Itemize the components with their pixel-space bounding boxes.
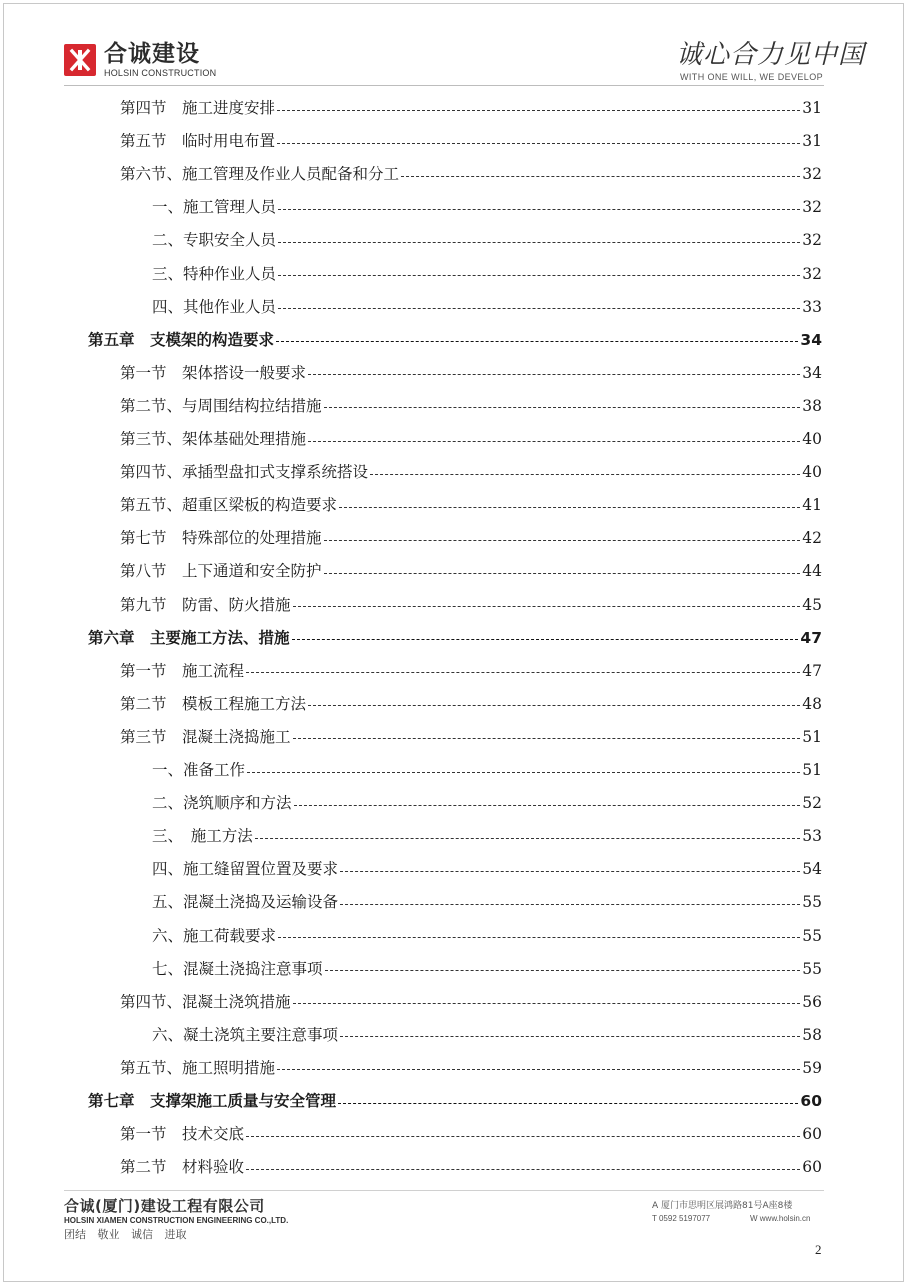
footer-address: A 厦门市思明区展鸿路81号A座8楼 (652, 1201, 793, 1211)
toc-leader (324, 540, 801, 541)
toc-entry-label: 第七章 支撑架施工质量与安全管理 (88, 1092, 337, 1110)
toc-leader (325, 970, 801, 971)
toc-entry-page: 32 (802, 165, 822, 184)
toc-entry-label: 四、施工缝留置位置及要求 (152, 860, 339, 879)
toc-leader (292, 639, 799, 640)
toc-entry-label: 第一节 技术交底 (120, 1125, 245, 1144)
toc-entry-page: 55 (802, 926, 822, 945)
toc-entry-label: 六、凝土浇筑主要注意事项 (152, 1025, 339, 1044)
toc-entry (120, 1057, 822, 1079)
footer-phone: T 0592 5197077 (652, 1214, 711, 1223)
footer-divider (64, 1190, 824, 1191)
toc-entry-page: 53 (802, 827, 822, 846)
toc-entry-label: 四、其他作业人员 (152, 297, 277, 316)
footer-motto: 团结 敬业 诚信 进取 (64, 1228, 187, 1241)
toc-entry-label: 第五节、超重区梁板的构造要求 (120, 496, 338, 515)
toc-entry (120, 660, 822, 682)
toc-entry-page: 40 (802, 463, 822, 482)
toc-entry-page: 47 (802, 661, 822, 680)
toc-entry-page: 31 (802, 132, 822, 151)
toc-entry-label: 一、准备工作 (152, 761, 246, 779)
toc-entry-page: 58 (802, 1025, 822, 1044)
toc-entry-page: 33 (802, 297, 822, 316)
toc-entry-label: 第六章 主要施工方法、措施 (88, 628, 290, 647)
toc-leader (278, 209, 800, 210)
toc-entry-label: 第九节 防雷、防火措施 (120, 595, 291, 614)
toc-entry (120, 560, 822, 582)
toc-leader (277, 1069, 800, 1070)
toc-leader (340, 904, 800, 905)
toc-entry-label: 第四节 施工进度安排 (120, 99, 276, 117)
toc-entry (88, 329, 822, 351)
toc-entry-label: 第五章 支模架的构造要求 (88, 330, 275, 349)
toc-entry-label: 第三节、架体基础处理措施 (120, 430, 307, 448)
logo-text-cn: 合诚建设 (104, 41, 200, 67)
toc-entry-label: 第一节 施工流程 (120, 661, 245, 680)
toc-entry-page: 38 (802, 396, 822, 415)
toc-entry-label: 第二节 材料验收 (120, 1158, 245, 1177)
toc-entry (152, 263, 822, 285)
toc-entry (152, 229, 822, 251)
toc-entry-label: 第五节、施工照明措施 (120, 1058, 276, 1077)
slogan-cn: 诚心合力见中国 (676, 40, 866, 70)
toc-entry-label: 第六节、施工管理及作业人员配备和分工 (120, 165, 400, 184)
toc-entry-label: 第四节、承插型盘扣式支撑系统搭设 (120, 463, 369, 482)
toc-entry-page: 34 (802, 363, 822, 382)
toc-entry (120, 1156, 822, 1178)
toc-entry-page: 32 (802, 198, 822, 217)
toc-leader (324, 573, 801, 574)
logo-text-en: HOLSIN CONSTRUCTION (104, 68, 217, 78)
toc-leader (277, 143, 800, 144)
toc-leader (278, 937, 800, 938)
toc-entry (120, 163, 822, 185)
toc-entry (152, 891, 822, 913)
toc-leader (308, 441, 800, 442)
toc-entry (120, 461, 822, 483)
toc-entry-page: 59 (802, 1058, 822, 1077)
toc-entry-label: 第一节 架体搭设一般要求 (120, 363, 307, 382)
toc-entry-page: 45 (802, 595, 822, 614)
toc-entry (152, 858, 822, 880)
toc-entry (152, 1024, 822, 1046)
page-number: 2 (815, 1242, 822, 1257)
toc-entry-page: 51 (802, 727, 822, 746)
toc-entry-page: 32 (802, 264, 822, 283)
toc-entry (120, 130, 822, 152)
toc-entry-label: 二、专职安全人员 (152, 231, 277, 250)
toc-entry (88, 1090, 822, 1112)
toc-entry-label: 三、特种作业人员 (152, 264, 277, 283)
toc-leader (246, 672, 800, 673)
toc-leader (340, 871, 800, 872)
toc-entry-page: 48 (802, 694, 822, 713)
toc-leader (293, 606, 801, 607)
toc-entry (120, 1123, 822, 1145)
toc-entry (152, 759, 822, 781)
toc-entry-label: 第二节、与周围结构拉结措施 (120, 396, 322, 415)
toc-entry (120, 395, 822, 417)
toc-entry-page: 42 (802, 529, 822, 548)
toc-entry-label: 五、混凝土浇捣及运输设备 (152, 893, 339, 912)
toc-entry-label: 第四节、混凝土浇筑措施 (120, 992, 291, 1011)
toc-leader (276, 341, 798, 342)
toc-leader (370, 474, 800, 475)
footer-company-name: 合诚(厦门)建设工程有限公司 (64, 1197, 265, 1215)
toc-leader (339, 507, 800, 508)
toc-leader (255, 838, 801, 839)
toc-leader (324, 407, 801, 408)
toc-entry (120, 594, 822, 616)
toc-leader (278, 308, 800, 309)
toc-entry-page: 56 (802, 992, 822, 1011)
toc-leader (277, 110, 800, 111)
toc-entry-page: 44 (802, 562, 822, 581)
toc-entry-label: 第三节 混凝土浇捣施工 (120, 727, 291, 746)
toc-entry (152, 925, 822, 947)
toc-entry-label: 二、浇筑顺序和方法 (152, 794, 292, 813)
toc-entry (120, 527, 822, 549)
toc-entry (152, 958, 822, 980)
footer-company-name-en: HOLSIN XIAMEN CONSTRUCTION ENGINEERING CO.,LTD. (64, 1216, 289, 1225)
toc-entry-page: 47 (800, 628, 822, 647)
toc-entry-page: 60 (802, 1158, 822, 1177)
toc-entry-page: 60 (800, 1092, 822, 1110)
toc-leader (278, 275, 800, 276)
toc-entry-page: 32 (802, 231, 822, 250)
toc-entry-label: 第二节 模板工程施工方法 (120, 694, 307, 713)
toc-leader (340, 1036, 800, 1037)
toc-entry-page: 55 (802, 893, 822, 912)
toc-entry (152, 792, 822, 814)
toc-entry-page: 41 (802, 496, 822, 515)
toc-leader (246, 1169, 800, 1170)
toc-entry-page: 51 (802, 761, 822, 779)
toc-entry-label: 第八节 上下通道和安全防护 (120, 562, 322, 581)
toc-leader (246, 1136, 800, 1137)
toc-leader (294, 805, 801, 806)
toc-entry (120, 693, 822, 715)
toc-entry-label: 三、 施工方法 (152, 827, 253, 846)
toc-entry (152, 825, 822, 847)
toc-entry-label: 一、施工管理人员 (152, 198, 277, 217)
toc-entry-label: 六、施工荷载要求 (152, 926, 277, 945)
toc-entry-label: 第五节 临时用电布置 (120, 132, 276, 151)
toc-leader (293, 738, 801, 739)
toc-entry (152, 196, 822, 218)
toc-entry-page: 52 (802, 794, 822, 813)
toc-entry-label: 七、混凝土浇捣注意事项 (152, 959, 323, 978)
toc-leader (308, 374, 800, 375)
toc-entry-label: 第七节 特殊部位的处理措施 (120, 529, 322, 548)
toc-entry-page: 34 (800, 330, 822, 349)
toc-leader (401, 176, 800, 177)
header-divider (64, 85, 824, 86)
toc-entry-page: 31 (802, 99, 822, 117)
holsin-logo-icon (64, 44, 96, 76)
toc-entry-page: 40 (802, 430, 822, 448)
toc-entry-page: 60 (802, 1125, 822, 1144)
toc-leader (278, 242, 800, 243)
toc-entry (120, 726, 822, 748)
toc-entry (120, 97, 822, 119)
toc-leader (338, 1103, 798, 1104)
toc-leader (293, 1003, 801, 1004)
toc-entry (88, 627, 822, 649)
toc-entry (120, 362, 822, 384)
toc-entry-page: 54 (802, 860, 822, 879)
footer-website: W www.holsin.cn (750, 1214, 811, 1223)
toc-leader (247, 772, 800, 773)
toc-entry (120, 991, 822, 1013)
slogan-en: WITH ONE WILL, WE DEVELOP (680, 72, 824, 82)
toc-leader (308, 705, 800, 706)
toc-entry-page: 55 (802, 959, 822, 978)
toc-entry (120, 428, 822, 450)
toc-entry (152, 296, 822, 318)
toc-entry (120, 494, 822, 516)
